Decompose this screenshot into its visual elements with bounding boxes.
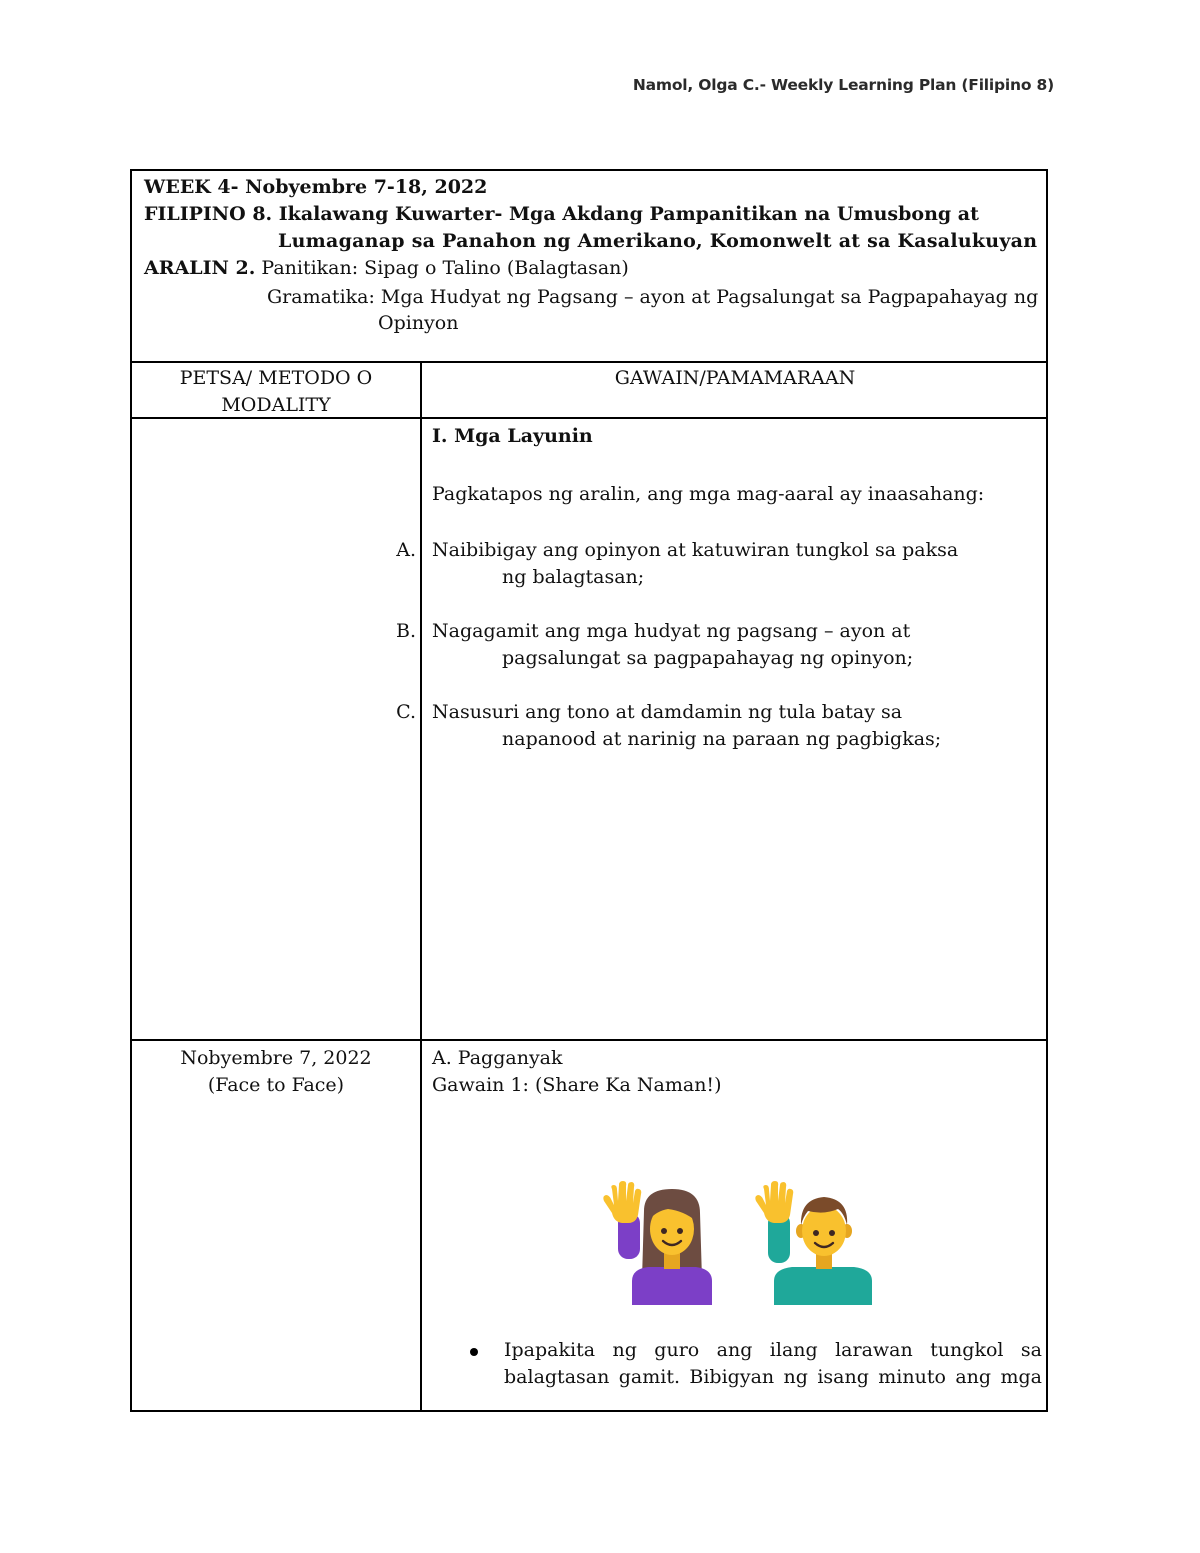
activity-title: Gawain 1: (Share Ka Naman!) xyxy=(432,1074,722,1096)
col1-header-line1: PETSA/ METODO O xyxy=(179,367,373,389)
objective-c-line2: napanood at narinig na paraan ng pagbigkas; xyxy=(502,728,942,750)
section-title: A. Pagganyak xyxy=(432,1047,563,1069)
raised-hand-man xyxy=(755,1181,793,1263)
aralin-label: ARALIN 2. xyxy=(144,257,256,279)
raised-hand-woman xyxy=(603,1181,641,1259)
objective-b-line1: Nagagamit ang mga hudyat ng pagsang – ayon at xyxy=(432,620,911,642)
session-date: Nobyembre 7, 2022 xyxy=(180,1047,372,1069)
objective-a-line1: Naibibigay ang opinyon at katuwiran tungkol sa paksa xyxy=(432,539,959,561)
objective-a-line2: ng balagtasan; xyxy=(502,566,645,588)
bullet-icon xyxy=(470,1348,478,1356)
aralin-line xyxy=(144,255,629,282)
gramatika-line-2: Opinyon xyxy=(378,312,459,334)
woman-raising-hand-icon xyxy=(598,1181,722,1305)
bullet-line-2: balagtasan gamit. Bibigyan ng isang minuto ang mga xyxy=(504,1366,1042,1388)
objectives-heading: I. Mga Layunin xyxy=(432,425,593,447)
rule-after-title xyxy=(132,361,1046,363)
bullet-line-1: Ipapakita ng guro ang ilang larawan tungkol sa xyxy=(504,1339,1042,1361)
objective-letter-b: B. xyxy=(395,620,416,642)
subject-line-2: Lumaganap sa Panahon ng Amerikano, Komonwelt at sa Kasalukuyan xyxy=(278,230,1038,252)
lesson-plan-table xyxy=(130,169,1048,1412)
objective-letter-a: A. xyxy=(396,539,416,561)
column-divider xyxy=(420,361,422,1410)
objective-b-line2: pagsalungat sa pagpapahayag ng opinyon; xyxy=(502,647,914,669)
subject-line-1: FILIPINO 8. Ikalawang Kuwarter- Mga Akdang Pampanitikan na Umusbong at xyxy=(144,203,979,225)
col1-header-line2: MODALITY xyxy=(221,394,331,416)
objective-letter-c: C. xyxy=(396,701,416,723)
page-header: Namol, Olga C.- Weekly Learning Plan (Filipino 8) xyxy=(632,76,1054,94)
aralin-text: Panitikan: Sipag o Talino (Balagtasan) xyxy=(255,257,629,279)
week-line: WEEK 4- Nobyembre 7-18, 2022 xyxy=(144,176,488,198)
objective-c-line1: Nasusuri ang tono at damdamin ng tula batay sa xyxy=(432,701,903,723)
man-raising-hand-icon xyxy=(754,1181,878,1305)
rule-after-objectives xyxy=(132,1039,1046,1041)
gramatika-line-1: Gramatika: Mga Hudyat ng Pagsang – ayon at Pagsalungat sa Pagpapahayag ng xyxy=(267,286,1039,308)
objectives-intro: Pagkatapos ng aralin, ang mga mag-aaral ay inaasahang: xyxy=(432,483,985,505)
session-modality: (Face to Face) xyxy=(207,1074,345,1096)
col2-header: GAWAIN/PAMAMARAAN xyxy=(614,367,856,389)
